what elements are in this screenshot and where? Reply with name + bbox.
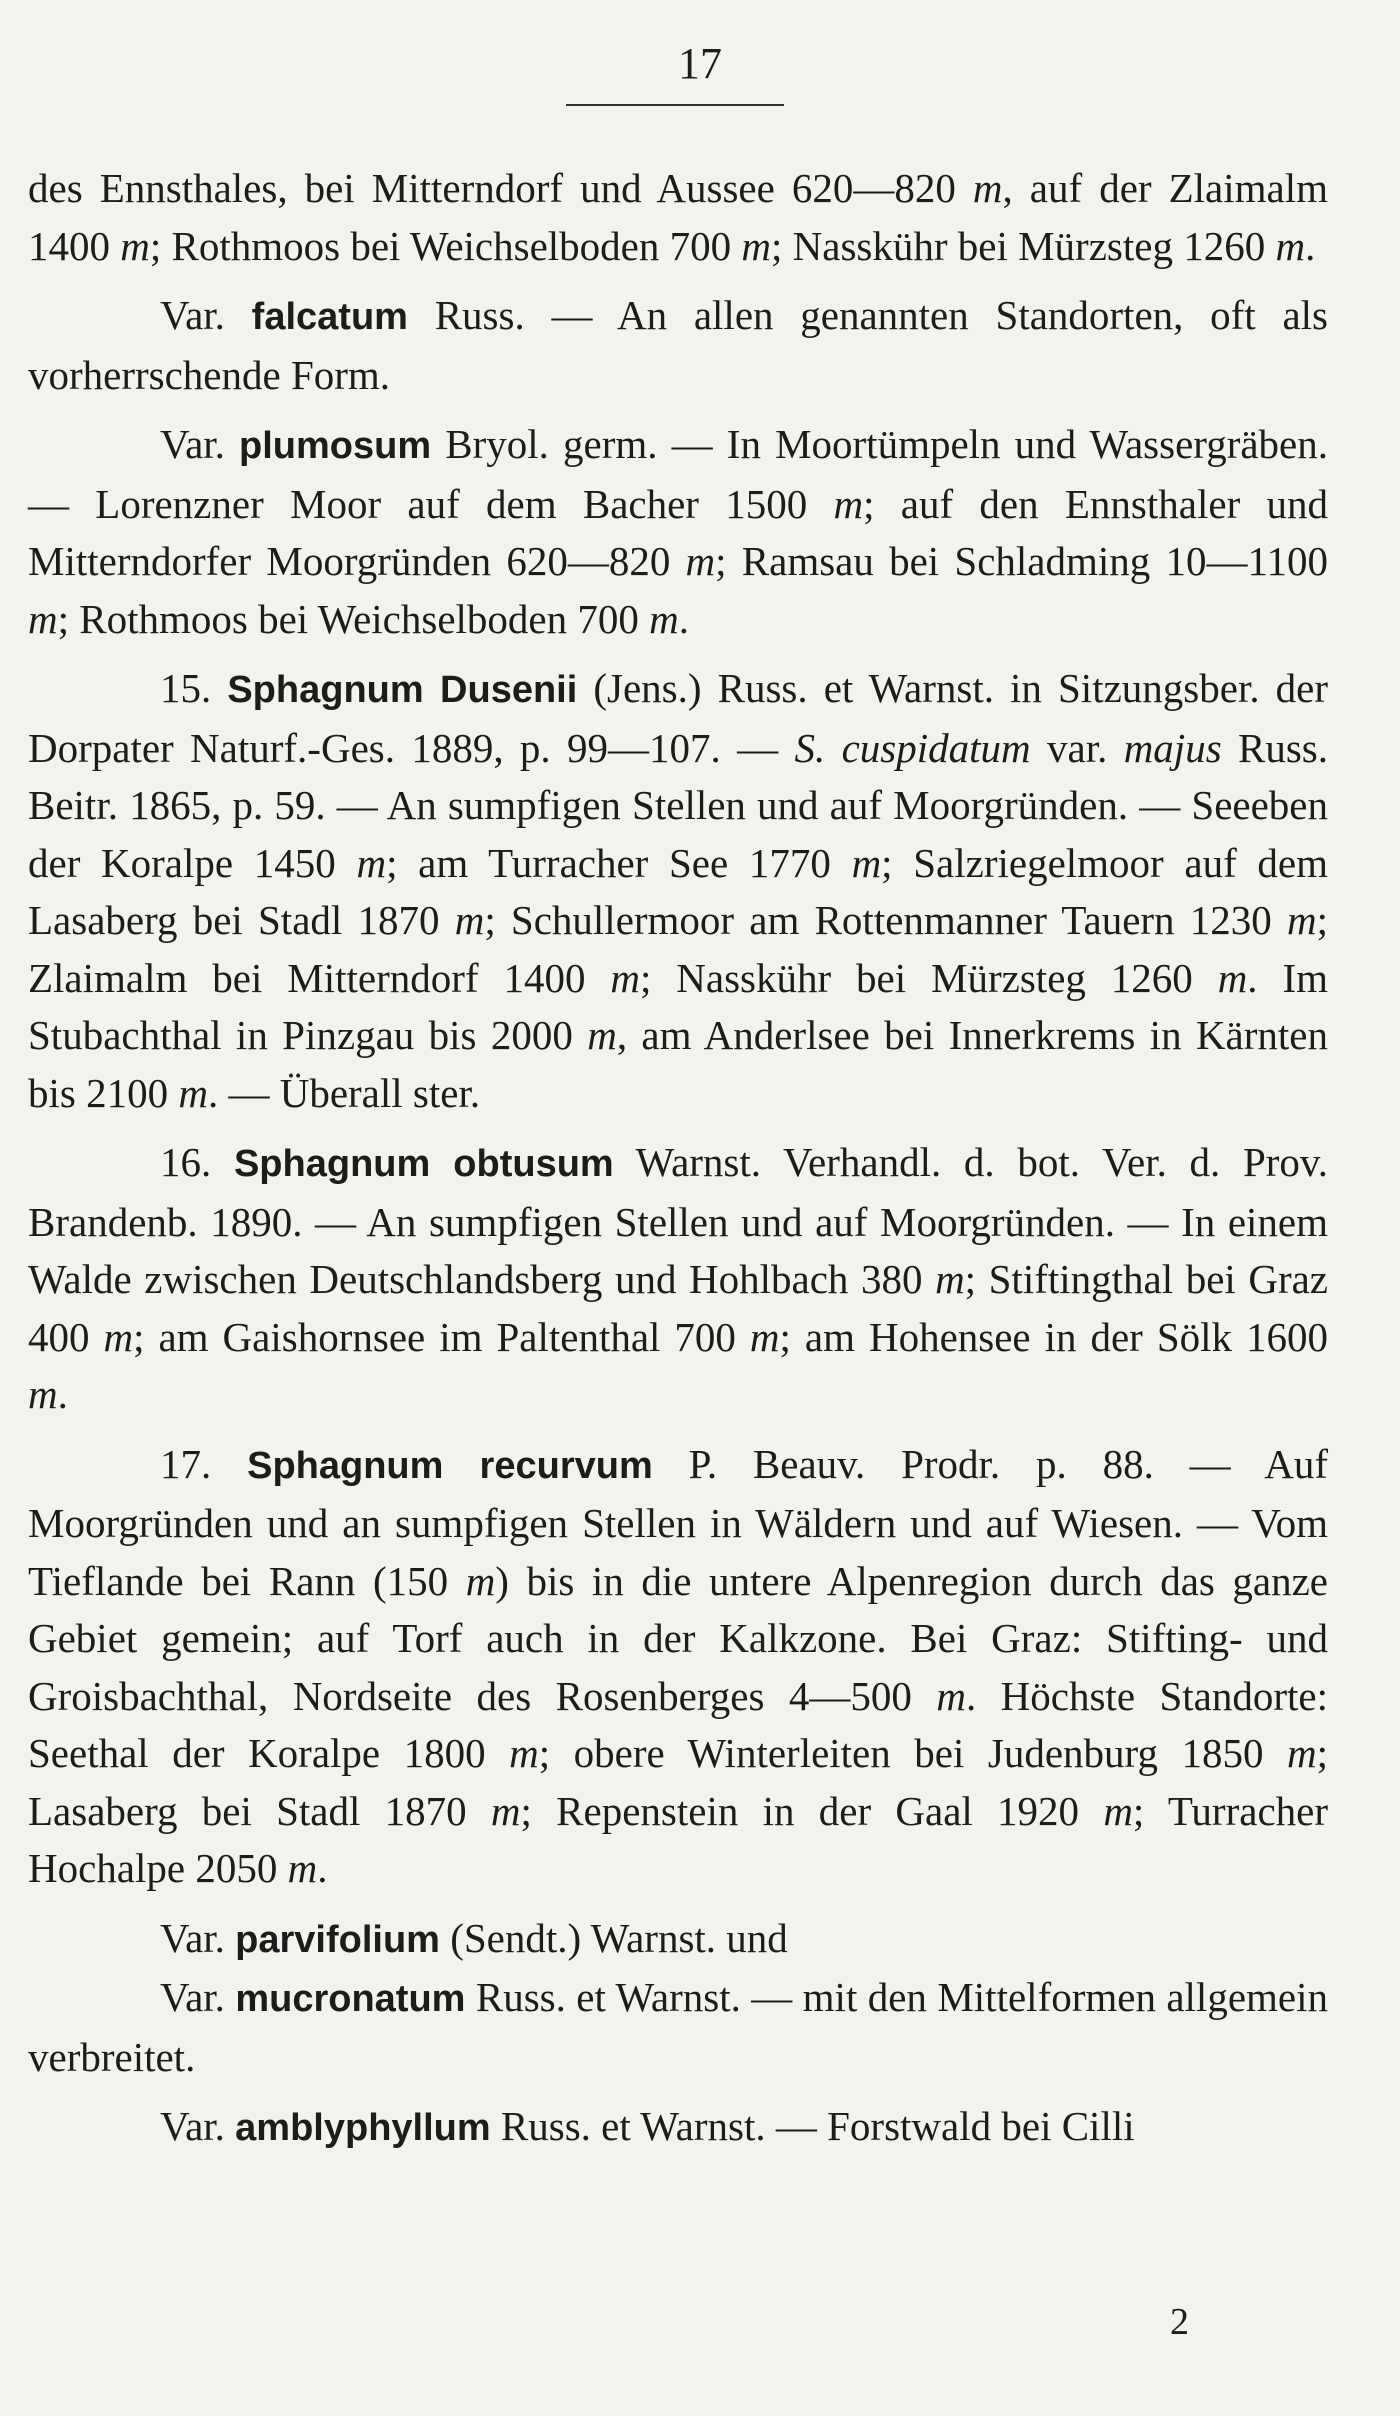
- taxon-name: Sphagnum Dusenii: [227, 669, 578, 711]
- page-number: 17: [678, 39, 722, 88]
- header-rule: [566, 104, 784, 106]
- taxon-name: falcatum: [251, 296, 408, 338]
- taxon-name: Sphagnum obtusum: [233, 1143, 614, 1185]
- taxon-name: Sphagnum recurvum: [247, 1444, 653, 1487]
- paragraph-var-amblyphyllum: Var. amblyphyllum Russ. et Warnst. — Forstwald bei Cilli: [160, 2103, 1135, 2149]
- paragraph-sphagnum-recurvum: 17. Sphagnum recurvum P. Beauv. Prodr. p. 88. — Auf Moorgründen und an sumpfigen Stellen in Wäldern und auf Wiesen. — Vom Tieflande bei Rann (150 m) bis in die untere Alpenregion durch das ganze Gebiet gemein; auf Torf auch in der Kalkzone. Bei Graz: Stifting- und Groisbachthal, Nordseite des Rosenberges 4—500 m. Höchste Standorte: Seethal der Koralpe 1800 m; obere Winterleiten bei Judenburg 1850 m; Lasaberg bei Stadl 1870 m; Repenstein in der Gaal 1920 m; Turracher Hochalpe 2050 m.: [28, 1440, 1329, 1891]
- taxon-name: mucronatum: [235, 1978, 466, 2020]
- paragraph-ennsthal-continuation: des Ennsthales, bei Mitterndorf und Aussee 620—820 m, auf der Zlaimalm 1400 m; Rothmoos bei Weichselboden 700 m; Nasskühr bei Mürzsteg 1260 m.: [28, 165, 1328, 269]
- signature-mark: 2: [1170, 2301, 1189, 2343]
- paragraph-var-parvifolium: Var. parvifolium (Sendt.) Warnst. und: [160, 1914, 788, 1961]
- paragraph-sphagnum-obtusum: 16. Sphagnum obtusum Warnst. Verhandl. d. bot. Ver. d. Prov. Brandenb. 1890. — An sumpfigen Stellen und auf Moorgründen. — In einem Walde zwischen Deutschlandsberg und Hohlbach 380 m; Stiftingthal bei Graz 400 m; am Gaishornsee im Paltenthal 700 m; am Hohensee in der Sölk 1600 m.: [28, 1139, 1329, 1417]
- page-body: [28, 160, 1328, 2170]
- taxon-name: amblyphyllum: [235, 2107, 491, 2149]
- paragraph-sphagnum-dusenii: 15. Sphagnum Dusenii (Jens.) Russ. et Warnst. in Sitzungsber. der Dorpater Naturf.-Ges. 1889, p. 99—107. — S. cuspidatum var. majus Russ. Beitr. 1865, p. 59. — An sumpfigen Stellen und auf Moorgründen. — Seeeben der Koralpe 1450 m; am Turracher See 1770 m; Salzriegelmoor auf dem Lasaberg bei Stadl 1870 m; Schullermoor am Rottenmanner Tauern 1230 m; Zlaimalm bei Mitterndorf 1400 m; Nasskühr bei Mürzsteg 1260 m. Im Stubachthal in Pinzgau bis 2000 m, am Anderlsee bei Innerkrems in Kärnten bis 2100 m. — Überall ster.: [28, 665, 1329, 1116]
- paragraph-var-mucronatum: Var. mucronatum Russ. et Warnst. — mit den Mittelformen allgemein verbreitet.: [28, 1974, 1328, 2080]
- taxon-name: plumosum: [239, 425, 432, 467]
- taxon-name: parvifolium: [235, 1918, 440, 1961]
- paragraph-var-plumosum: Var. plumosum Bryol. germ. — In Moortümpeln und Wassergräben. — Lorenzner Moor auf dem Bacher 1500 m; auf den Ennsthaler und Mitterndorfer Moorgründen 620—820 m; Ramsau bei Schladming 10—1100 m; Rothmoos bei Weichselboden 700 m.: [28, 421, 1328, 642]
- paragraph-var-falcatum: Var. falcatum Russ. — An allen genannten Standorten, oft als vorherrschende Form.: [28, 292, 1328, 398]
